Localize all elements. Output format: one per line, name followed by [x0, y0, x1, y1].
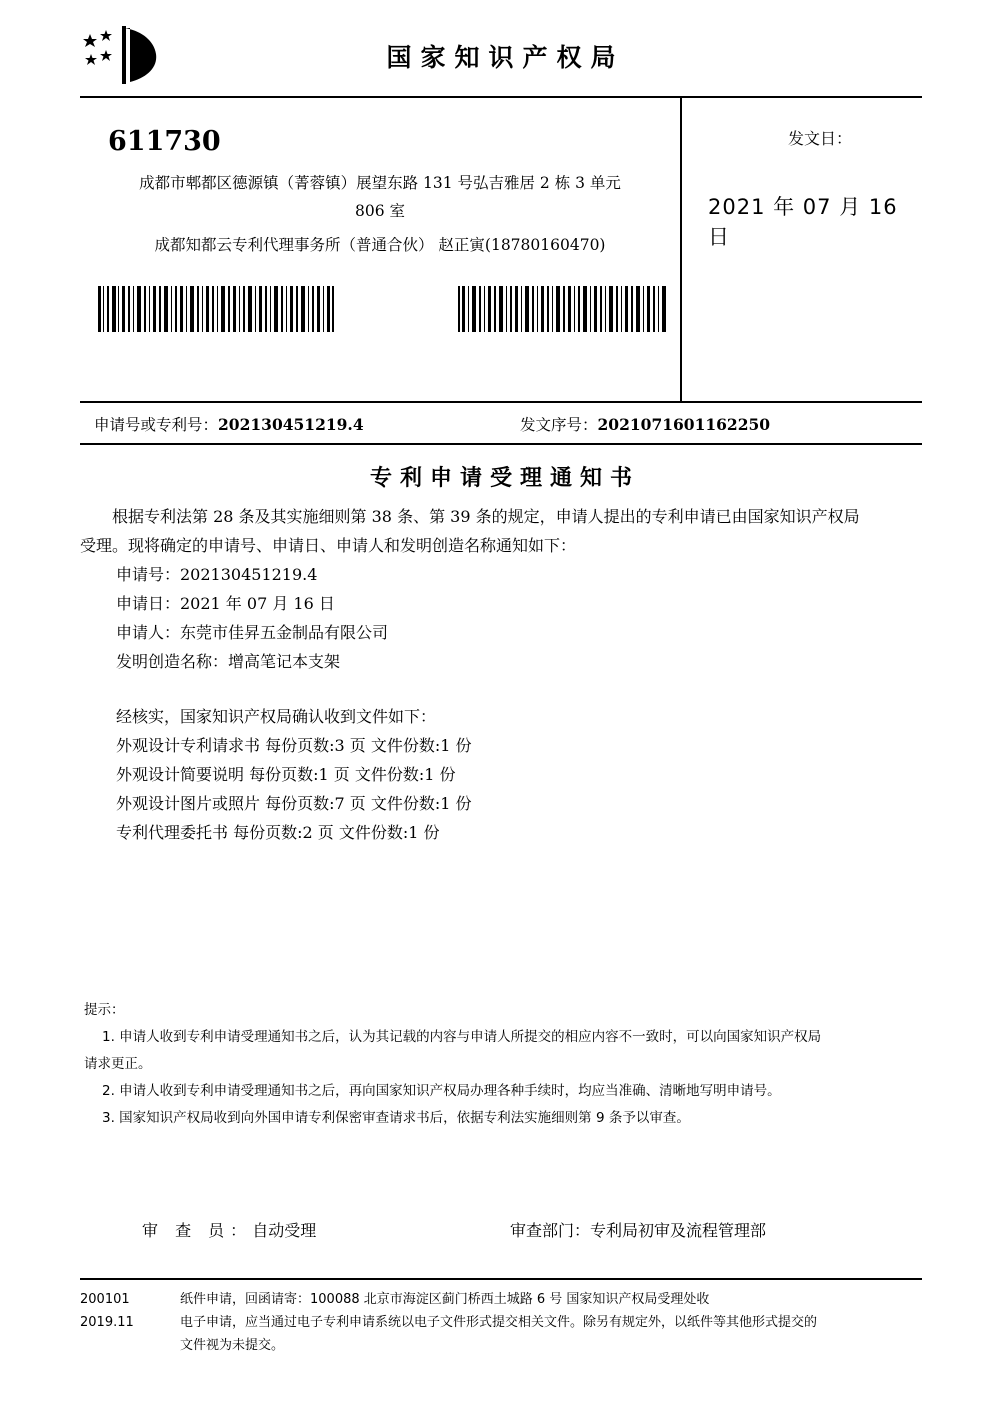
file-item-2: 外观设计简要说明 每份页数:1 页 文件份数:1 份: [116, 765, 456, 784]
tips-title: 提示：: [84, 1002, 125, 1018]
department-field: [510, 1218, 766, 1241]
body-spacer: [80, 676, 922, 702]
footer-code-1: 200101: [80, 1292, 130, 1307]
application-number: [94, 413, 364, 435]
doc-number: 611730: [108, 126, 221, 157]
address-line-1: 成都市郫都区德源镇（菁蓉镇）展望东路 131 号弘吉雅居 2 栋 3 单元: [139, 174, 621, 192]
footer-line-3: 文件视为未提交。: [180, 1338, 285, 1353]
tips-block: [80, 997, 922, 1132]
examiner-field: [142, 1218, 316, 1241]
footer-codes: [80, 1288, 170, 1334]
notice-sheet: [80, 18, 922, 1357]
numbers-row: [80, 403, 922, 445]
agent-line: 成都知都云专利代理事务所（普通合伙） 赵正寅(18780160470): [154, 236, 606, 254]
department-value: 专利局初审及流程管理部: [590, 1221, 767, 1240]
footer-text: [80, 1288, 922, 1357]
footer-code-2: 2019.11: [80, 1315, 134, 1330]
tip-item-1: 1. 申请人收到专利申请受理通知书之后，认为其记载的内容与申请人所提交的相应内容不一致时，可以向国家知识产权局: [102, 1029, 822, 1045]
department-label: 审查部门：: [510, 1221, 591, 1240]
address-date-block: [80, 98, 922, 403]
document-header: [80, 18, 922, 98]
intro-line-2: 受理。现将确定的申请号、申请日、申请人和发明创造名称通知如下：: [80, 536, 577, 555]
office-name: 国家知识产权局: [386, 43, 625, 72]
serial-number: [520, 413, 770, 435]
field-invention-name: 发明创造名称：增高笔记本支架: [116, 652, 341, 671]
intro-line-1: 根据专利法第 28 条及其实施细则第 38 条、第 39 条的规定，申请人提出的专利申请已由国家知识产权局: [112, 507, 860, 526]
recipient-address: [80, 157, 680, 225]
application-barcode: [98, 286, 336, 336]
files-intro: 经核实，国家知识产权局确认收到文件如下：: [116, 707, 437, 726]
field-application-number: 申请号：202130451219.4: [116, 565, 318, 584]
serial-barcode: [458, 286, 668, 336]
application-number-label: 申请号或专利号：: [94, 416, 219, 434]
field-applicant: 申请人：东莞市佳昇五金制品有限公司: [116, 623, 389, 642]
file-item-3: 外观设计图片或照片 每份页数:7 页 文件份数:1 份: [116, 794, 472, 813]
serial-number-value: 2021071601162250: [597, 415, 771, 434]
field-application-date: 申请日：2021 年 07 月 16 日: [116, 594, 335, 613]
tip-item-3: 3. 国家知识产权局收到向外国申请专利保密审查请求书后，依据专利法实施细则第 9 条予以审查。: [102, 1110, 690, 1126]
serial-number-label: 发文序号：: [520, 416, 598, 434]
application-number-value: 202130451219.4: [218, 415, 364, 434]
document-body: [80, 502, 922, 847]
page-title: 专利申请受理通知书: [369, 465, 640, 491]
address-line-2: 806 室: [354, 202, 405, 220]
document-footer: [80, 1278, 922, 1357]
file-item-1: 外观设计专利请求书 每份页数:3 页 文件份数:1 份: [116, 736, 472, 755]
large-spacer: [80, 847, 922, 997]
tip-item-2: 2. 申请人收到专利申请受理通知书之后，再向国家知识产权局办理各种手续时，均应当准确、清晰地写明申请号。: [102, 1083, 781, 1099]
footer-line-1: 纸件申请，回函请寄：100088 北京市海淀区蓟门桥西土城路 6 号 国家知识产权局受理处收: [180, 1292, 710, 1307]
tip-item-1-cont: 请求更正。: [84, 1056, 152, 1072]
signature-row: [80, 1218, 922, 1248]
barcode-row: [80, 286, 680, 336]
file-item-4: 专利代理委托书 每份页数:2 页 文件份数:1 份: [116, 823, 440, 842]
examiner-value: 自动受理: [252, 1221, 317, 1240]
issue-date-label: 发文日：: [788, 129, 853, 148]
address-column: [80, 98, 680, 255]
issue-date-value: 2021 年 07 月 16 日: [708, 195, 898, 249]
examiner-label: 审 查 员：: [142, 1221, 253, 1240]
footer-line-2: 电子申请，应当通过电子专利申请系统以电子文件形式提交相关文件。除另有规定外，以纸件等其他形式提交的: [180, 1315, 818, 1330]
issue-date-column: [680, 98, 922, 401]
